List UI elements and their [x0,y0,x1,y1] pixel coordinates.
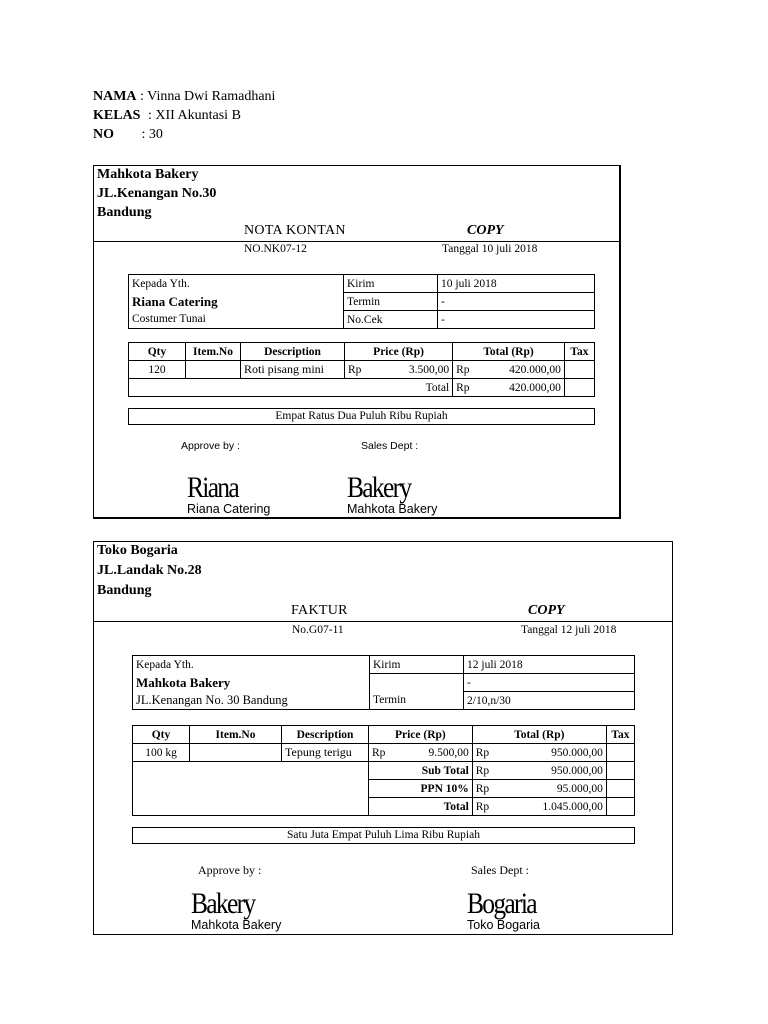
faktur-subtotal-label: Sub Total [369,762,473,780]
faktur-ppn-tax [606,780,634,798]
faktur-col-desc: Description [282,726,369,744]
faktur-row-total: 950.000,00 [495,744,607,762]
student-no-row [93,125,275,144]
faktur-total-value: 1.045.000,00 [495,798,607,816]
nota-recipient-table [128,274,595,329]
nota-kontan-document [93,165,621,519]
faktur-company-city: Bandung [97,583,152,598]
faktur-ppn-cur: Rp [472,780,495,798]
faktur-signature-sales: Bogaria [467,887,536,920]
faktur-total-tax [606,798,634,816]
faktur-number: No.G07-11 [292,624,344,636]
faktur-kirim-value: 12 juli 2018 [464,656,635,674]
faktur-total-cur: Rp [472,798,495,816]
faktur-col-price: Price (Rp) [369,726,473,744]
nota-company-name: Mahkota Bakery [97,167,199,182]
faktur-termin-label: Termin [370,692,464,710]
student-class-row [93,106,275,125]
nota-to-label: Kepada Yth. [129,275,344,293]
nota-company-city: Bandung [97,205,152,220]
nota-items-header [129,343,595,361]
nota-nocek-label: No.Cek [344,311,438,329]
faktur-subtotal-value: 950.000,00 [495,762,607,780]
faktur-col-tax: Tax [606,726,634,744]
nota-items-table [128,342,595,397]
nota-col-item: Item.No [186,343,241,361]
nota-row-total-cur: Rp [453,361,476,379]
kelas-value: : XII Akuntasi B [147,108,241,123]
nota-approve-label: Approve by : [181,440,240,452]
faktur-divider [94,621,672,622]
faktur-col-qty: Qty [133,726,190,744]
nota-col-total: Total (Rp) [453,343,565,361]
faktur-row-price: 9.500,00 [391,744,472,762]
nota-row-tax [564,361,594,379]
nota-company-address: JL.Kenangan No.30 [97,186,217,201]
no-label: NO [93,127,114,142]
faktur-approve-name: Mahkota Bakery [191,918,282,932]
nota-kirim-label: Kirim [344,275,438,293]
nota-row-item [186,361,241,379]
faktur-document [93,541,673,935]
faktur-col-total: Total (Rp) [472,726,606,744]
nota-total-tax [564,379,594,397]
faktur-sales-label: Sales Dept : [471,863,529,877]
nota-col-desc: Description [241,343,345,361]
nota-total-label: Total [129,379,453,397]
faktur-row-qty: 100 kg [133,744,190,762]
nota-divider [94,241,619,242]
nota-to-name: Riana Catering [129,293,344,311]
nota-nocek-value: - [438,311,595,329]
nota-col-tax: Tax [564,343,594,361]
faktur-kirim-label: Kirim [370,656,464,674]
student-info [93,87,275,144]
faktur-items-header [133,726,635,744]
nota-total-value: 420.000,00 [475,379,564,397]
nota-termin-value: - [438,293,595,311]
faktur-ppn-label: PPN 10% [369,780,473,798]
no-value: : 30 [141,127,163,142]
faktur-signature-approve: Bakery [191,887,255,920]
faktur-approve-label: Approve by : [198,863,262,877]
nota-copy-label: COPY [467,223,504,238]
nota-row-total: 420.000,00 [475,361,564,379]
nota-date: Tanggal 10 juli 2018 [442,243,538,255]
nota-total-row [129,379,595,397]
faktur-termin-value: 2/10,n/30 [464,692,635,710]
nota-signature-approve: Riana [187,471,238,504]
nota-col-price: Price (Rp) [345,343,453,361]
kelas-label: KELAS [93,108,141,123]
nota-amount-in-words: Empat Ratus Dua Puluh Ribu Rupiah [128,408,595,425]
faktur-recipient-table [132,655,635,710]
faktur-row-desc: Tepung terigu [282,744,369,762]
nota-signature-sales: Bakery [347,471,411,504]
nota-col-qty: Qty [129,343,186,361]
faktur-ppn-value: 95.000,00 [495,780,607,798]
nama-value: : Vinna Dwi Ramadhani [140,89,276,104]
nota-row-qty: 120 [129,361,186,379]
faktur-company-address: JL.Landak No.28 [97,563,202,578]
nota-termin-label: Termin [344,293,438,311]
faktur-subtotal-row [133,762,635,780]
nota-sales-label: Sales Dept : [361,440,419,452]
nota-number: NO.NK07-12 [244,243,307,255]
faktur-items-table [132,725,635,816]
faktur-empty-label [370,674,464,692]
faktur-company-name: Toko Bogaria [97,543,178,558]
faktur-sales-name: Toko Bogaria [467,918,540,932]
nota-row-desc: Roti pisang mini [241,361,345,379]
table-row [129,361,595,379]
faktur-col-item: Item.No [190,726,282,744]
faktur-to-address: JL.Kenangan No. 30 Bandung [133,692,370,710]
faktur-row-tax [606,744,634,762]
faktur-summary-blank [133,762,369,816]
nota-to-sub: Costumer Tunai [129,311,344,329]
nota-row-price: 3.500,00 [367,361,453,379]
faktur-subtotal-tax [606,762,634,780]
table-row [133,744,635,762]
faktur-subtotal-cur: Rp [472,762,495,780]
faktur-dash-value: - [464,674,635,692]
nota-sales-name: Mahkota Bakery [347,502,438,516]
nota-total-cur: Rp [453,379,476,397]
nota-approve-name: Riana Catering [187,502,271,516]
faktur-to-name: Mahkota Bakery [133,674,370,692]
faktur-copy-label: COPY [528,603,565,618]
faktur-row-total-cur: Rp [472,744,495,762]
faktur-row-item [190,744,282,762]
nama-label: NAMA [93,89,137,104]
student-name-row [93,87,275,106]
faktur-title: FAKTUR [291,603,348,618]
nota-row-price-cur: Rp [345,361,368,379]
faktur-total-label: Total [369,798,473,816]
faktur-date: Tanggal 12 juli 2018 [521,624,617,636]
faktur-row-price-cur: Rp [369,744,392,762]
faktur-amount-in-words: Satu Juta Empat Puluh Lima Ribu Rupiah [132,827,635,844]
nota-kirim-value: 10 juli 2018 [438,275,595,293]
faktur-to-label: Kepada Yth. [133,656,370,674]
nota-title: NOTA KONTAN [244,223,346,238]
